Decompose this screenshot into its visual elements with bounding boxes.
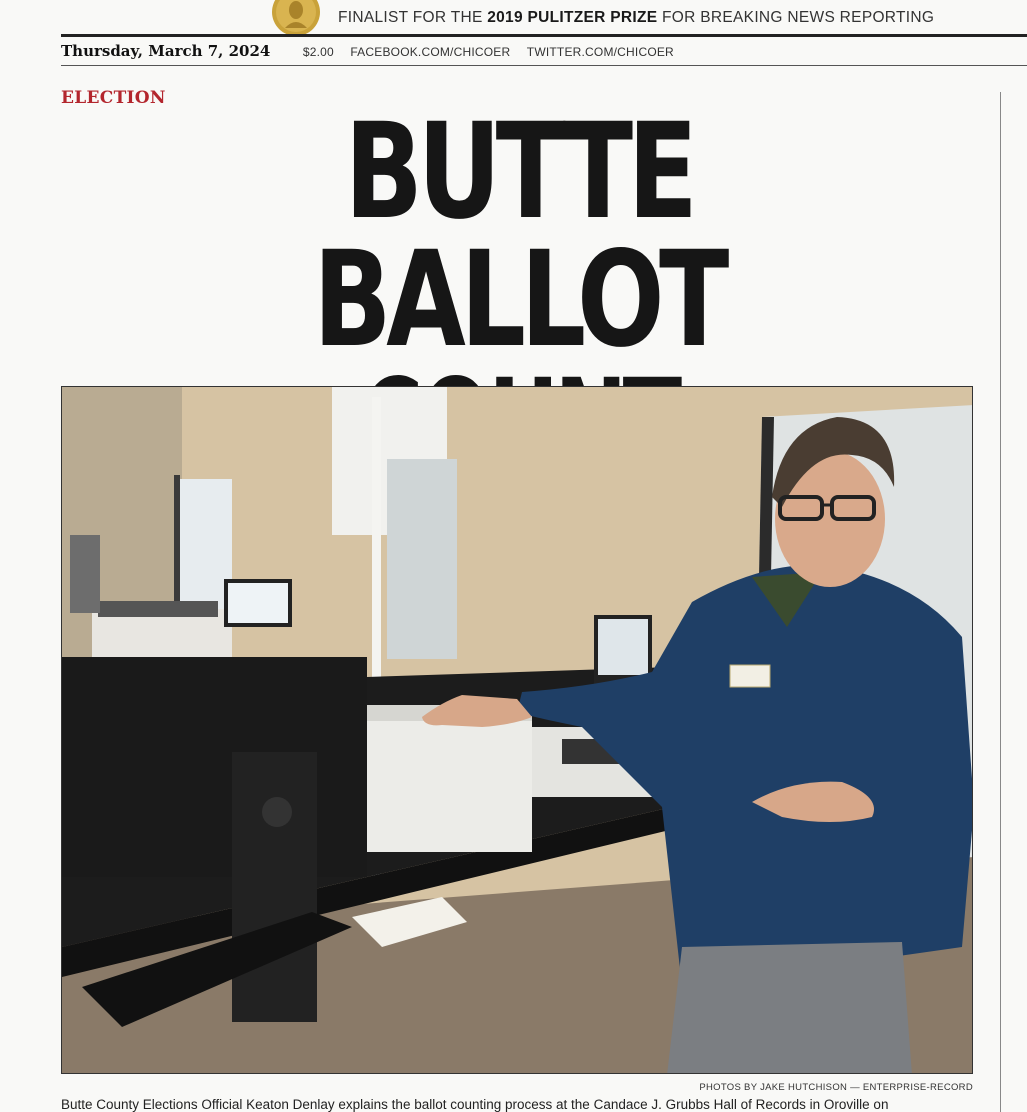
masthead-banner [0, 0, 1027, 36]
pulitzer-line [338, 9, 934, 27]
pulitzer-post: FOR BREAKING NEWS REPORTING [657, 9, 935, 26]
section-kicker: ELECTION [61, 88, 166, 108]
photo-illustration [62, 387, 973, 1074]
masthead-rule [61, 34, 1027, 37]
pulitzer-pre: FINALIST FOR THE [338, 9, 488, 26]
issue-date: Thursday, March 7, 2024 [61, 42, 271, 60]
lead-photo [61, 386, 973, 1074]
twitter-link[interactable]: TWITTER.COM/CHICOER [526, 45, 674, 59]
issue-price: $2.00 [302, 45, 334, 59]
column-divider [1000, 92, 1001, 1112]
dateline [61, 42, 674, 62]
headline-line-1: BUTTE BALLOT [313, 95, 724, 377]
facebook-link[interactable]: FACEBOOK.COM/CHICOER [350, 45, 511, 59]
photo-caption: Butte County Elections Official Keaton Denlay explains the ballot counting process at the Candace J. Grubbs Hall of Records in Oroville on [61, 1097, 889, 1112]
pulitzer-award: 2019 PULITZER PRIZE [487, 9, 658, 26]
pulitzer-medal-icon [268, 0, 324, 34]
dateline-rule [61, 65, 1027, 66]
photo-credit: PHOTOS BY JAKE HUTCHISON — ENTERPRISE-RECORD [699, 1082, 973, 1093]
